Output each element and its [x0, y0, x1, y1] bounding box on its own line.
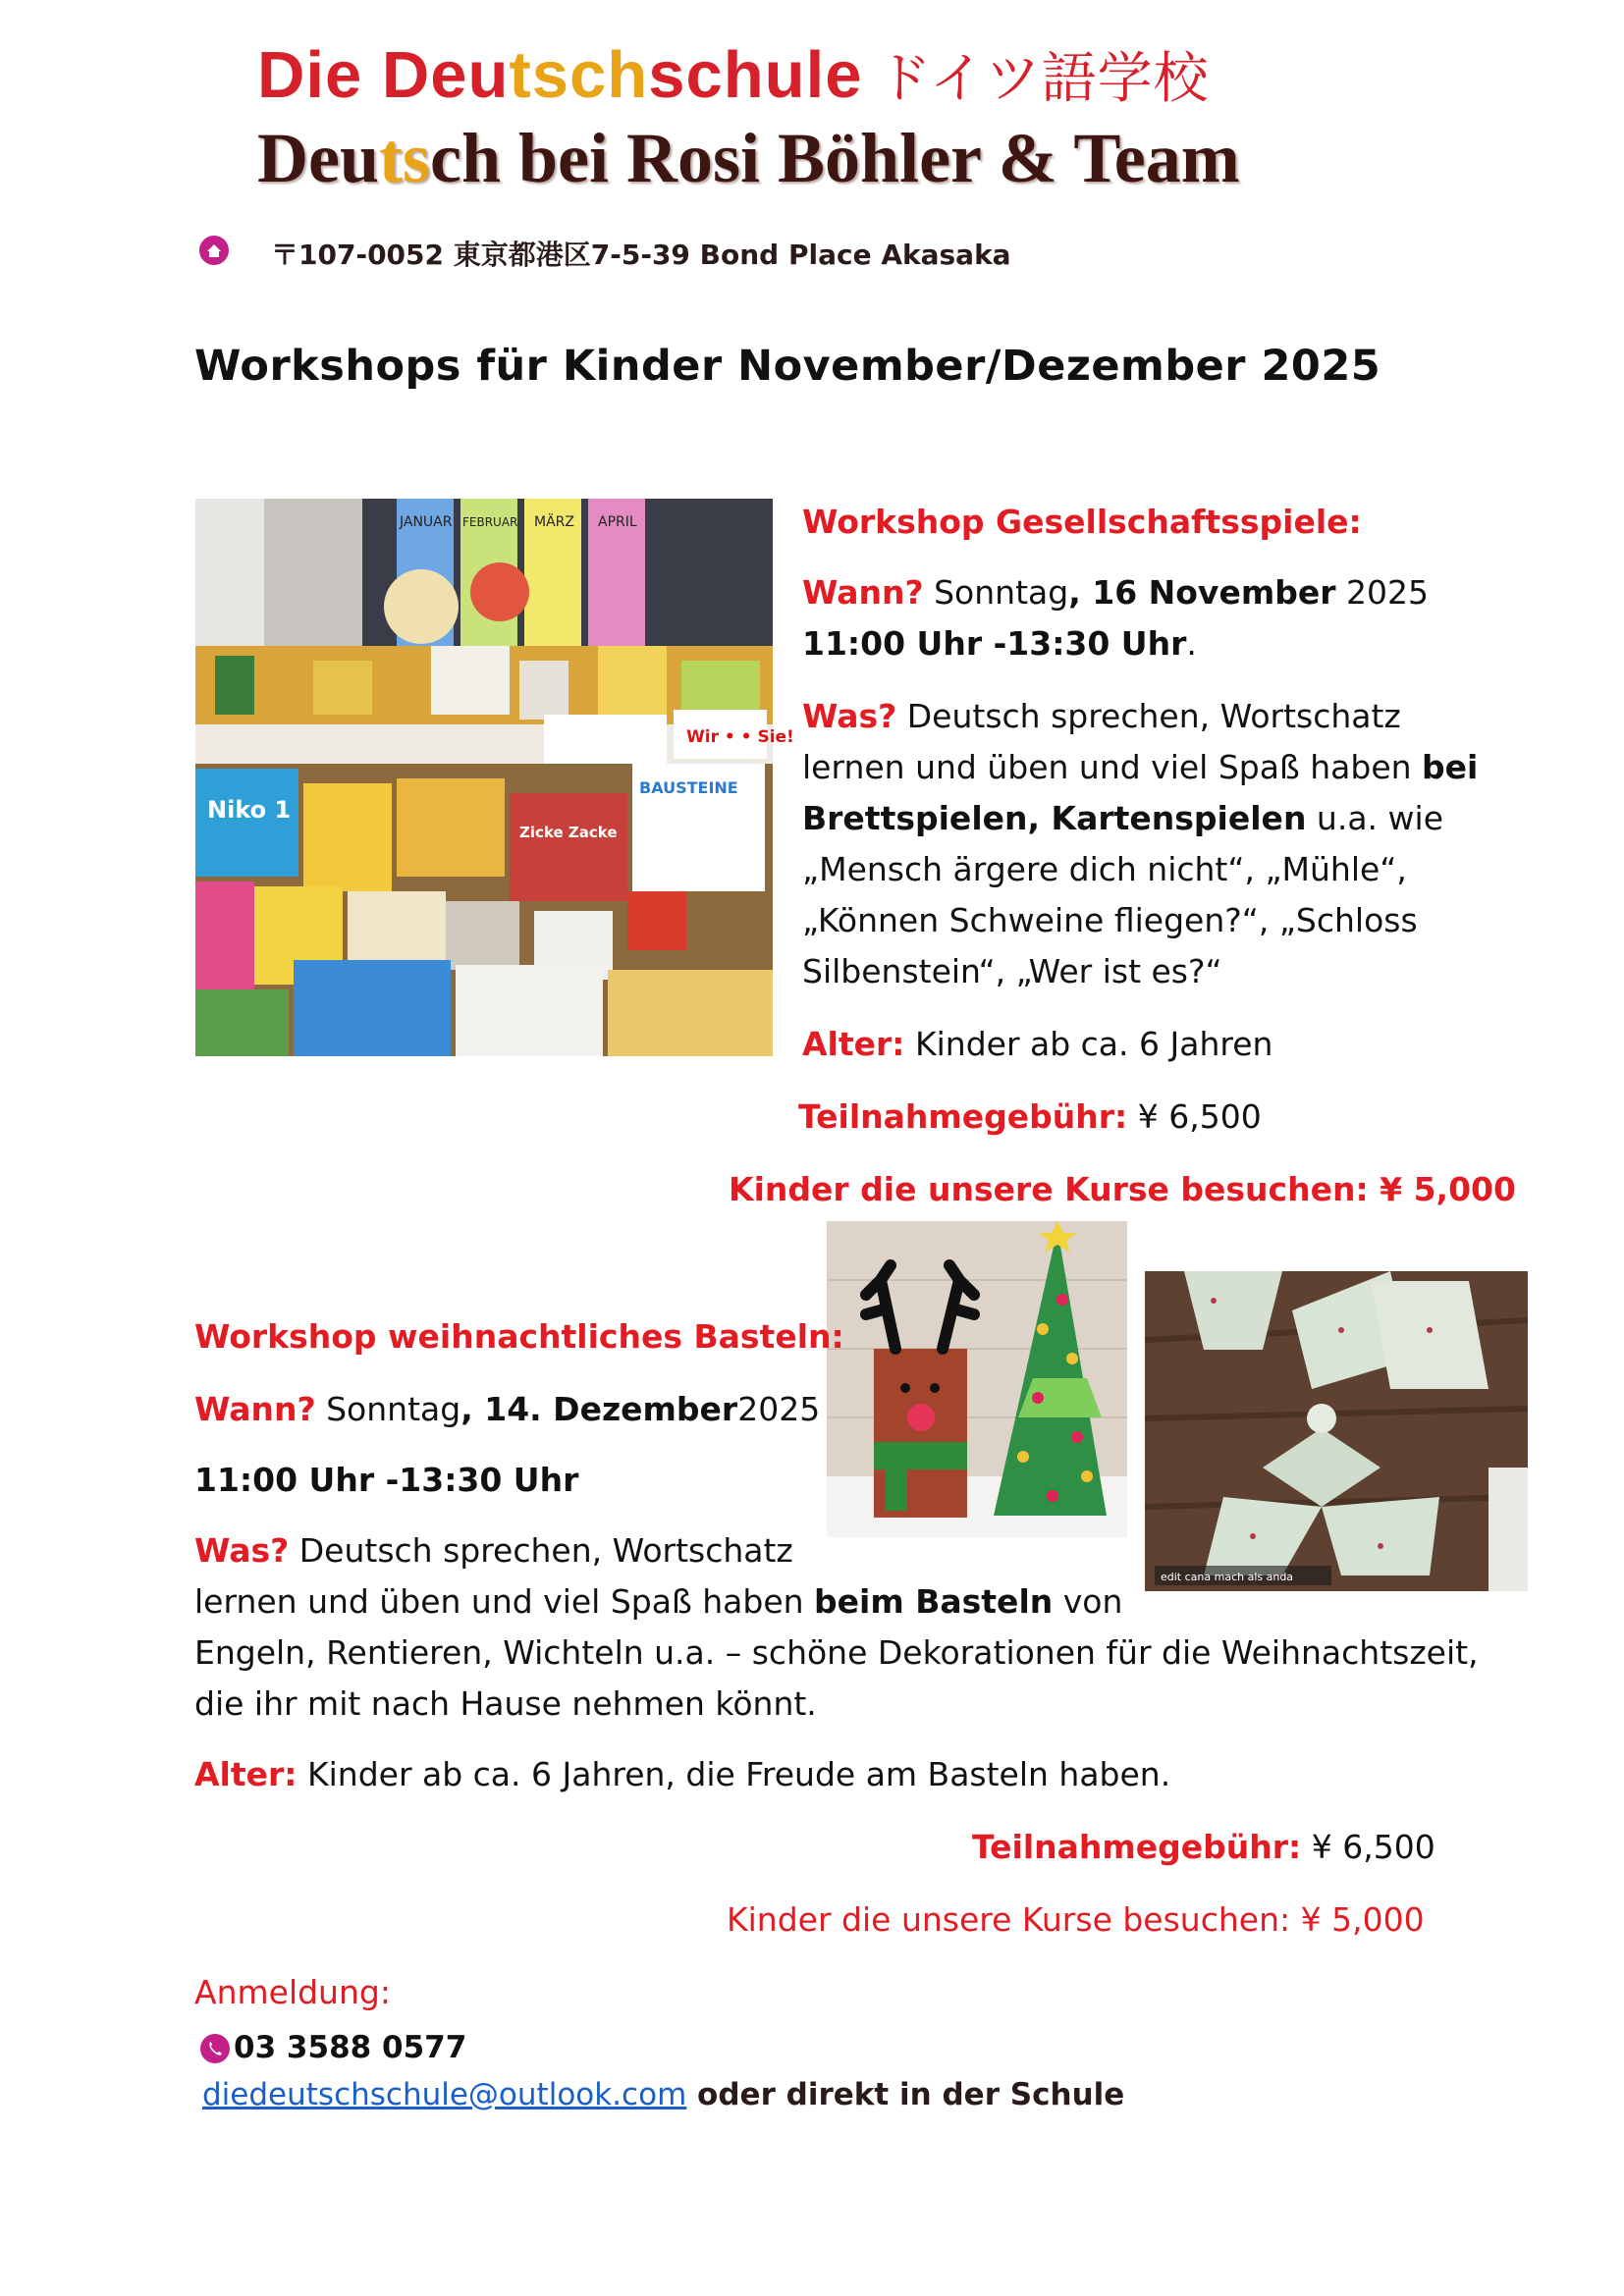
- workshop1-age: Alter: Kinder ab ca. 6 Jahren: [802, 1025, 1273, 1063]
- workshop1-description-line6: Silbenstein“, „Wer ist es?“: [802, 952, 1222, 990]
- workshop2-member-fee: Kinder die unsere Kurse besuchen: ¥ 5,000: [727, 1900, 1425, 1939]
- workshop2-time: 11:00 Uhr -13:30 Uhr: [194, 1461, 579, 1499]
- email-link[interactable]: diedeutschschule@outlook.com: [202, 2077, 687, 2112]
- box-label-wir-sie: Wir • • Sie!: [686, 727, 794, 747]
- calendar-label-april: APRIL: [598, 514, 637, 530]
- school-address: 〒107-0052 東京都港区7-5-39 Bond Place Akasaka: [271, 239, 1011, 271]
- board-games-photo: [195, 499, 794, 1056]
- workshop1-description-line5: „Können Schweine fliegen?“, „Schloss: [802, 901, 1418, 939]
- phone-number[interactable]: 03 3588 0577: [234, 2030, 467, 2065]
- school-logo-line2: Deutsch bei Rosi Böhler & Team: [257, 119, 1240, 197]
- workshop2-age: Alter: Kinder ab ca. 6 Jahren, die Freude am Basteln haben.: [194, 1755, 1171, 1793]
- workshop2-description-line4: die ihr mit nach Hause nehmen könnt.: [194, 1684, 817, 1723]
- calendar-label-maerz: MÄRZ: [534, 514, 574, 530]
- calendar-label-januar: JANUAR: [400, 514, 453, 530]
- workshop1-description-line2: lernen und üben und viel Spaß haben bei: [802, 748, 1479, 786]
- reindeer-tree-craft-photo: [827, 1221, 1127, 1537]
- page-title: Workshops für Kinder November/Dezember 2025: [194, 342, 1381, 391]
- workshop2-description-line2: lernen und üben und viel Spaß haben beim Basteln von: [194, 1582, 1123, 1621]
- paper-angels-craft-photo: [1145, 1271, 1528, 1591]
- workshop1-date: Wann? Sonntag, 16 November 2025: [802, 573, 1429, 612]
- school-logo-line1: Die Deutschschule ドイツ語学校: [257, 38, 1210, 112]
- box-label-zicke-zacke: Zicke Zacke: [519, 824, 618, 841]
- phone-icon: [200, 2034, 230, 2063]
- email-line: [202, 2077, 1124, 2112]
- workshop1-description-line4: „Mensch ärgere dich nicht“, „Mühle“,: [802, 850, 1407, 888]
- workshop1-heading: Workshop Gesellschaftsspiele:: [802, 503, 1362, 541]
- home-icon: [199, 236, 229, 265]
- workshop2-description-line3: Engeln, Rentieren, Wichteln u.a. – schöne Dekorationen für die Weihnachtszeit,: [194, 1633, 1479, 1672]
- workshop1-member-fee: Kinder die unsere Kurse besuchen: ¥ 5,000: [729, 1170, 1516, 1208]
- workshop2-date: Wann? Sonntag, 14. Dezember2025: [194, 1390, 821, 1428]
- email-line-suffix: oder direkt in der Schule: [686, 2077, 1125, 2112]
- angels-photo-caption: edit cana mach als anda: [1161, 1571, 1294, 1583]
- workshop1-description-line1: Was? Deutsch sprechen, Wortschatz: [802, 697, 1401, 735]
- workshop1-description-line3: Brettspielen, Kartenspielen u.a. wie: [802, 799, 1443, 837]
- workshop1-fee: Teilnahmegebühr: ¥ 6,500: [798, 1097, 1262, 1136]
- workshop2-fee: Teilnahmegebühr: ¥ 6,500: [972, 1828, 1435, 1866]
- box-label-niko: Niko 1: [207, 796, 292, 824]
- workshop2-description-line1: Was? Deutsch sprechen, Wortschatz: [194, 1531, 793, 1570]
- box-label-bausteine: BAUSTEINE: [639, 778, 738, 797]
- workshop2-heading: Workshop weihnachtliches Basteln:: [194, 1317, 844, 1356]
- calendar-label-februar: FEBRUAR: [462, 515, 518, 529]
- workshop1-time: 11:00 Uhr -13:30 Uhr.: [802, 624, 1197, 663]
- registration-label: Anmeldung:: [194, 1973, 391, 2011]
